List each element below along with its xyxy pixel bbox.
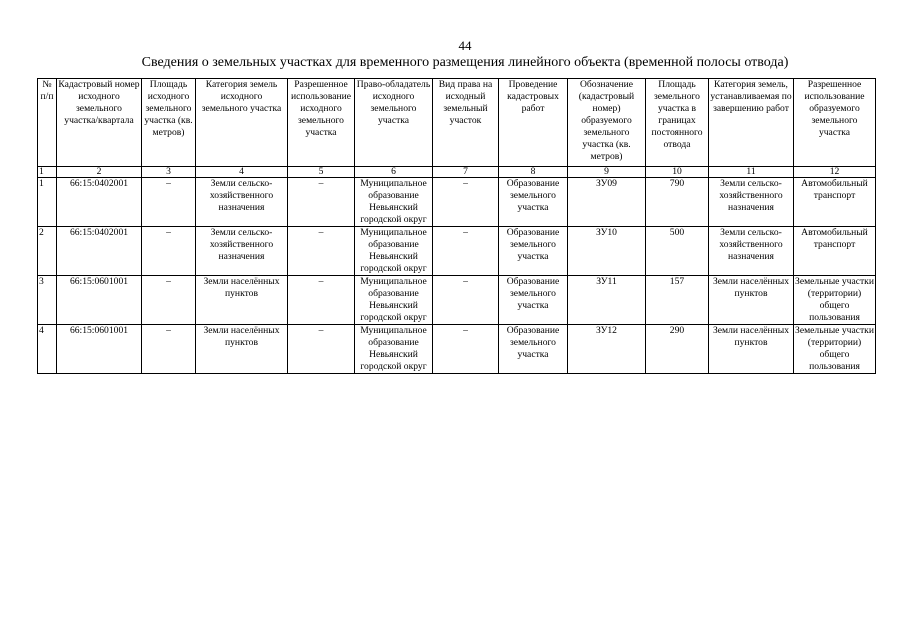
table-cell: – <box>433 276 499 325</box>
table-cell: – <box>142 276 196 325</box>
column-number: 5 <box>288 167 355 178</box>
column-number: 11 <box>709 167 794 178</box>
table-cell: – <box>142 325 196 374</box>
table-cell: 157 <box>646 276 709 325</box>
table-cell: 1 <box>38 178 57 227</box>
table-cell: 66:15:0402001 <box>57 227 142 276</box>
header-cell: Разрешенное использование исходного земельного участка <box>288 79 355 167</box>
header-cell: Разрешенное использование образуемого земельного участка <box>794 79 876 167</box>
table-cell: 66:15:0601001 <box>57 276 142 325</box>
column-number: 10 <box>646 167 709 178</box>
column-number-row <box>38 167 876 178</box>
table-cell: Земли населённых пунктов <box>709 325 794 374</box>
table-cell: 3 <box>38 276 57 325</box>
table-cell: 2 <box>38 227 57 276</box>
table-cell: ЗУ09 <box>568 178 646 227</box>
table-cell: Образование земельного участка <box>499 227 568 276</box>
table-cell: – <box>433 325 499 374</box>
table-cell: Образование земельного участка <box>499 276 568 325</box>
header-cell: № п/п <box>38 79 57 167</box>
column-number: 4 <box>196 167 288 178</box>
table-row <box>38 178 876 227</box>
table-cell: ЗУ12 <box>568 325 646 374</box>
column-number: 7 <box>433 167 499 178</box>
table-cell: Земли населённых пунктов <box>196 325 288 374</box>
table-cell: 790 <box>646 178 709 227</box>
header-cell: Вид права на исходный земельный участок <box>433 79 499 167</box>
table-cell: 4 <box>38 325 57 374</box>
header-cell: Проведение кадастровых работ <box>499 79 568 167</box>
table-cell: ЗУ11 <box>568 276 646 325</box>
table-cell: Муниципальное образование Невьянский городской округ <box>355 325 433 374</box>
column-number: 2 <box>57 167 142 178</box>
table-cell: Автомобильный транспорт <box>794 178 876 227</box>
table-cell: Земельные участки (территории) общего пользования <box>795 276 874 323</box>
header-cell: Площадь земельного участка в границах постоянного отвода <box>646 79 709 167</box>
table-cell: – <box>288 325 355 374</box>
table-cell: – <box>142 178 196 227</box>
header-cell: Обозначение (кадастровый номер) образуемого земельного участка (кв. метров) <box>568 79 646 167</box>
table-cell: Земли сельско-хозяйственного назначения <box>196 178 288 227</box>
table-cell: Образование земельного участка <box>499 325 568 374</box>
header-cell: Площадь исходного земельного участка (кв. метров) <box>142 79 196 167</box>
table-cell: – <box>142 227 196 276</box>
table-cell: – <box>288 276 355 325</box>
page-number: 44 <box>458 38 472 53</box>
page-title: Сведения о земельных участках для временного размещения линейного объекта (временной полосы отвода) <box>141 55 789 70</box>
table-cell: – <box>288 178 355 227</box>
table-cell: Земли населённых пунктов <box>196 276 288 325</box>
table-row <box>38 276 876 325</box>
table-cell: Муниципальное образование Невьянский городской округ <box>355 178 433 227</box>
column-number: 6 <box>355 167 433 178</box>
table-cell: Земли сельско-хозяйственного назначения <box>709 227 794 276</box>
table-cell: – <box>433 227 499 276</box>
table-row <box>38 325 876 374</box>
column-number: 8 <box>499 167 568 178</box>
table-cell: Автомобильный транспорт <box>794 227 876 276</box>
table-cell: 66:15:0402001 <box>57 178 142 227</box>
table-cell: Муниципальное образование Невьянский городской округ <box>355 227 433 276</box>
column-number: 9 <box>568 167 646 178</box>
table-cell: Земельные участки (территории) общего пользования <box>795 325 874 372</box>
table-cell: Земли сельско-хозяйственного назначения <box>196 227 288 276</box>
column-number: 12 <box>794 167 876 178</box>
table-cell: Муниципальное образование Невьянский городской округ <box>355 276 433 325</box>
table-cell: 290 <box>646 325 709 374</box>
table-cell: 66:15:0601001 <box>57 325 142 374</box>
table-cell: 500 <box>646 227 709 276</box>
header-cell: Кадастровый номер исходного земельного участка/квартала <box>57 79 142 167</box>
land-plots-table <box>37 78 876 374</box>
table-cell: Земли сельско-хозяйственного назначения <box>709 178 794 227</box>
table-row <box>38 227 876 276</box>
table-cell: – <box>433 178 499 227</box>
header-row <box>38 79 876 167</box>
table-cell: Земли населённых пунктов <box>709 276 794 325</box>
column-number: 3 <box>142 167 196 178</box>
table-cell: ЗУ10 <box>568 227 646 276</box>
header-cell: Категория земель исходного земельного участка <box>196 79 288 167</box>
column-number: 1 <box>38 167 57 178</box>
table-cell: Образование земельного участка <box>499 178 568 227</box>
header-cell: Категория земель, устанавливаемая по завершению работ <box>709 79 794 167</box>
table-cell: – <box>288 227 355 276</box>
header-cell: Право-обладатель исходного земельного участка <box>355 79 433 167</box>
